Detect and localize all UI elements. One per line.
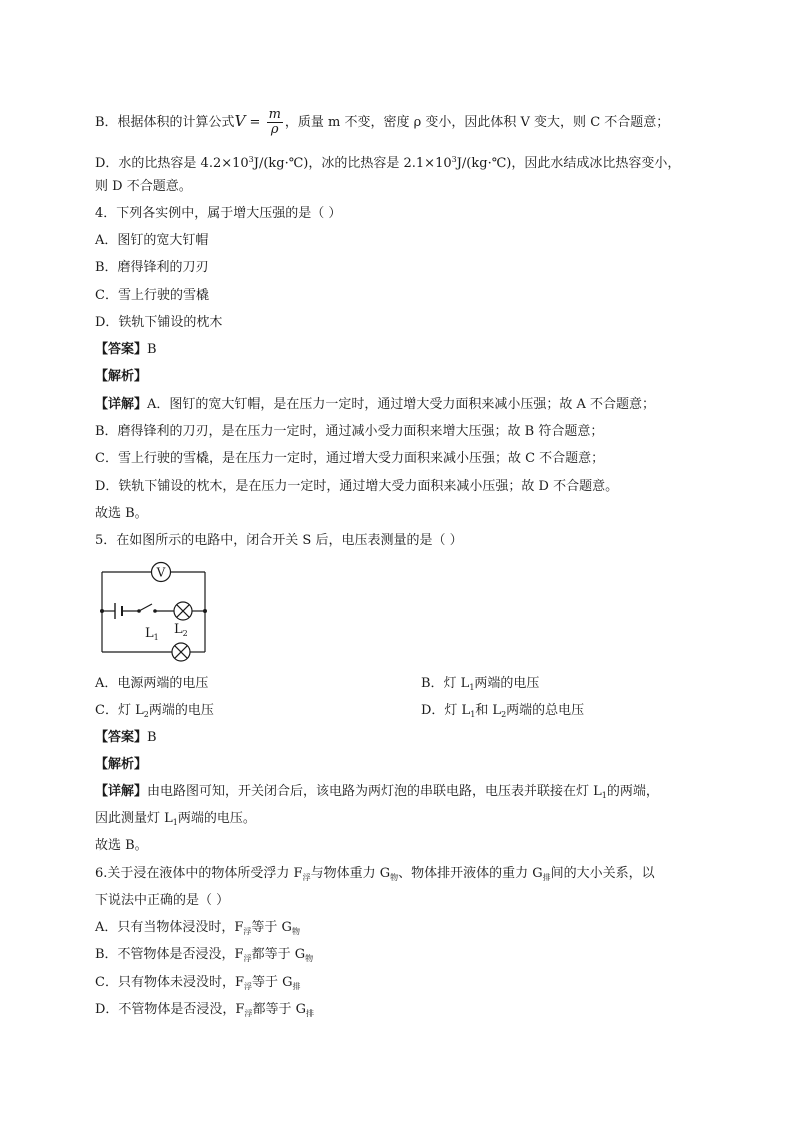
subscript: 浮 [243, 927, 252, 936]
q4-detail-a [95, 396, 655, 414]
text: 与物体重力 G [310, 866, 391, 881]
q4-detail-c: C．雪上行驶的雪橇，是在压力一定时，通过增大受力面积来减小压强；故 C 不合题意； [95, 451, 605, 466]
text: 等于 G [251, 975, 293, 990]
q5-option-c [95, 702, 214, 724]
option-b-volume-formula [95, 108, 669, 137]
switch-contact [153, 609, 157, 613]
answer-value: B [147, 342, 157, 357]
question-6-stem-2: 下说法中正确的是（ ） [95, 893, 230, 908]
question-6-stem-1 [95, 865, 655, 887]
q5-answer [95, 729, 157, 747]
detail-tag: 【详解】 [95, 397, 148, 412]
subscript: 2 [143, 710, 149, 719]
text: 因此测量灯 L [95, 811, 173, 826]
subscript: 1 [601, 791, 607, 800]
text: B．根据体积的计算公式 [95, 115, 235, 130]
q4-option-a: A．图钉的宽大钉帽 [95, 233, 209, 248]
subscript: 排 [292, 982, 301, 991]
lamp-l2-label: $L_2$ [174, 622, 188, 638]
text: D．灯 L [421, 703, 471, 718]
q5-final: 故选 B。 [95, 838, 148, 853]
q4-answer [95, 341, 157, 359]
subscript: 排 [542, 873, 551, 882]
text: B．不管物体是否浸没，F [95, 947, 244, 962]
subscript: 1 [470, 710, 476, 719]
q4-analysis-tag: 【解析】 [95, 369, 148, 384]
text: A．只有当物体浸没时，F [95, 920, 244, 935]
answer-value: B [147, 730, 157, 745]
formula-v: V [234, 112, 246, 130]
subscript: 浮 [302, 873, 311, 882]
text: 两端的总电压 [506, 703, 585, 718]
text: 和 L [475, 703, 502, 718]
formula-eq: = [245, 115, 265, 130]
detail-tag: 【详解】 [95, 784, 148, 799]
text: D．不管物体是否浸没，F [95, 1002, 245, 1017]
text: 两端的电压。 [177, 811, 256, 826]
q4-final: 故选 B。 [95, 506, 148, 521]
superscript: 3 [451, 155, 457, 164]
fraction-denominator: ρ [270, 122, 279, 137]
question-4-stem: 4．下列各实例中，属于增大压强的是（ ） [95, 206, 342, 221]
subscript: 浮 [243, 954, 252, 963]
q5-option-b [421, 675, 539, 697]
q4-detail-b: B．磨得锋利的刀刃，是在压力一定时，通过减小受力面积来增大压强；故 B 符合题意； [95, 424, 604, 439]
text: D．水的比热容是 4.2×10 [95, 156, 249, 171]
subscript: 1 [469, 683, 475, 692]
subscript: 1 [172, 818, 178, 827]
q4-option-b: B．磨得锋利的刀刃 [95, 260, 209, 275]
fraction-numerator: m [268, 107, 281, 122]
text: 6.关于浸在液体中的物体所受浮力 F [95, 866, 303, 881]
text: 两端的电压 [148, 703, 214, 718]
text: ，质量 m 不变，密度 ρ 变小，因此体积 V 变大，则 C 不合题意； [284, 115, 670, 130]
formula-fraction [267, 108, 283, 137]
circuit-diagram [95, 560, 211, 670]
text: C．只有物体未浸没时，F [95, 975, 244, 990]
text: 、物体排开液体的重力 G [398, 866, 543, 881]
text: 两端的电压 [474, 676, 540, 691]
text: 等于 G [251, 920, 292, 935]
switch-lever [139, 604, 152, 611]
q6-option-b [95, 946, 313, 968]
text: A．图钉的宽大钉帽，是在压力一定时，通过增大受力面积来减小压强；故 A 不合题意； [147, 397, 656, 412]
subscript: 排 [305, 1009, 314, 1018]
text: C．灯 L [95, 703, 144, 718]
text: 由电路图可知，开关闭合后，该电路为两灯泡的串联电路，电压表并联接在灯 L [147, 784, 602, 799]
text: J/(kg·℃)，因此水结成冰比热容变小， [456, 156, 681, 171]
q5-option-a: A．电源两端的电压 [95, 676, 209, 691]
voltmeter-label: V [156, 565, 166, 580]
text: 都等于 G [251, 947, 306, 962]
q5-analysis-tag: 【解析】 [95, 757, 148, 772]
junction-dot [203, 609, 207, 613]
voltmeter-icon [152, 563, 171, 582]
switch-pivot [137, 609, 141, 613]
text: 的两端， [606, 784, 659, 799]
option-d-continued: 则 D 不合题意。 [95, 179, 192, 194]
q4-detail-d: D．铁轨下铺设的枕木，是在压力一定时，通过增大受力面积来减小压强；故 D 不合题意。 [95, 479, 619, 494]
q6-option-c [95, 974, 301, 996]
lamp-l1-icon [172, 643, 190, 661]
text: 都等于 G [252, 1002, 306, 1017]
text: B．灯 L [421, 676, 470, 691]
lamp-l1-label: $L_1$ [145, 626, 159, 642]
junction-dot [100, 609, 104, 613]
subscript: 2 [501, 710, 507, 719]
subscript: 物 [390, 873, 399, 882]
text: 间的大小关系，以 [550, 866, 655, 881]
text: J/(kg·℃)，冰的比热容是 2.1×10 [253, 156, 452, 171]
lamp-l2-icon [174, 602, 192, 620]
q5-detail-2 [95, 810, 256, 832]
q6-option-a [95, 919, 300, 941]
q5-option-d [421, 702, 584, 724]
subscript: 物 [291, 927, 300, 936]
answer-tag: 【答案】 [95, 342, 148, 357]
answer-tag: 【答案】 [95, 730, 148, 745]
option-d-specific-heat [95, 151, 680, 173]
q4-option-d: D．铁轨下铺设的枕木 [95, 315, 223, 330]
q4-option-c: C．雪上行驶的雪橇 [95, 288, 209, 303]
q5-detail-1 [95, 783, 659, 805]
question-5-stem: 5．在如图所示的电路中，闭合开关 S 后，电压表测量的是（ ） [95, 533, 463, 548]
superscript: 3 [248, 155, 254, 164]
subscript: 浮 [243, 982, 252, 991]
q6-option-d [95, 1001, 314, 1023]
subscript: 浮 [244, 1009, 253, 1018]
subscript: 物 [305, 954, 314, 963]
